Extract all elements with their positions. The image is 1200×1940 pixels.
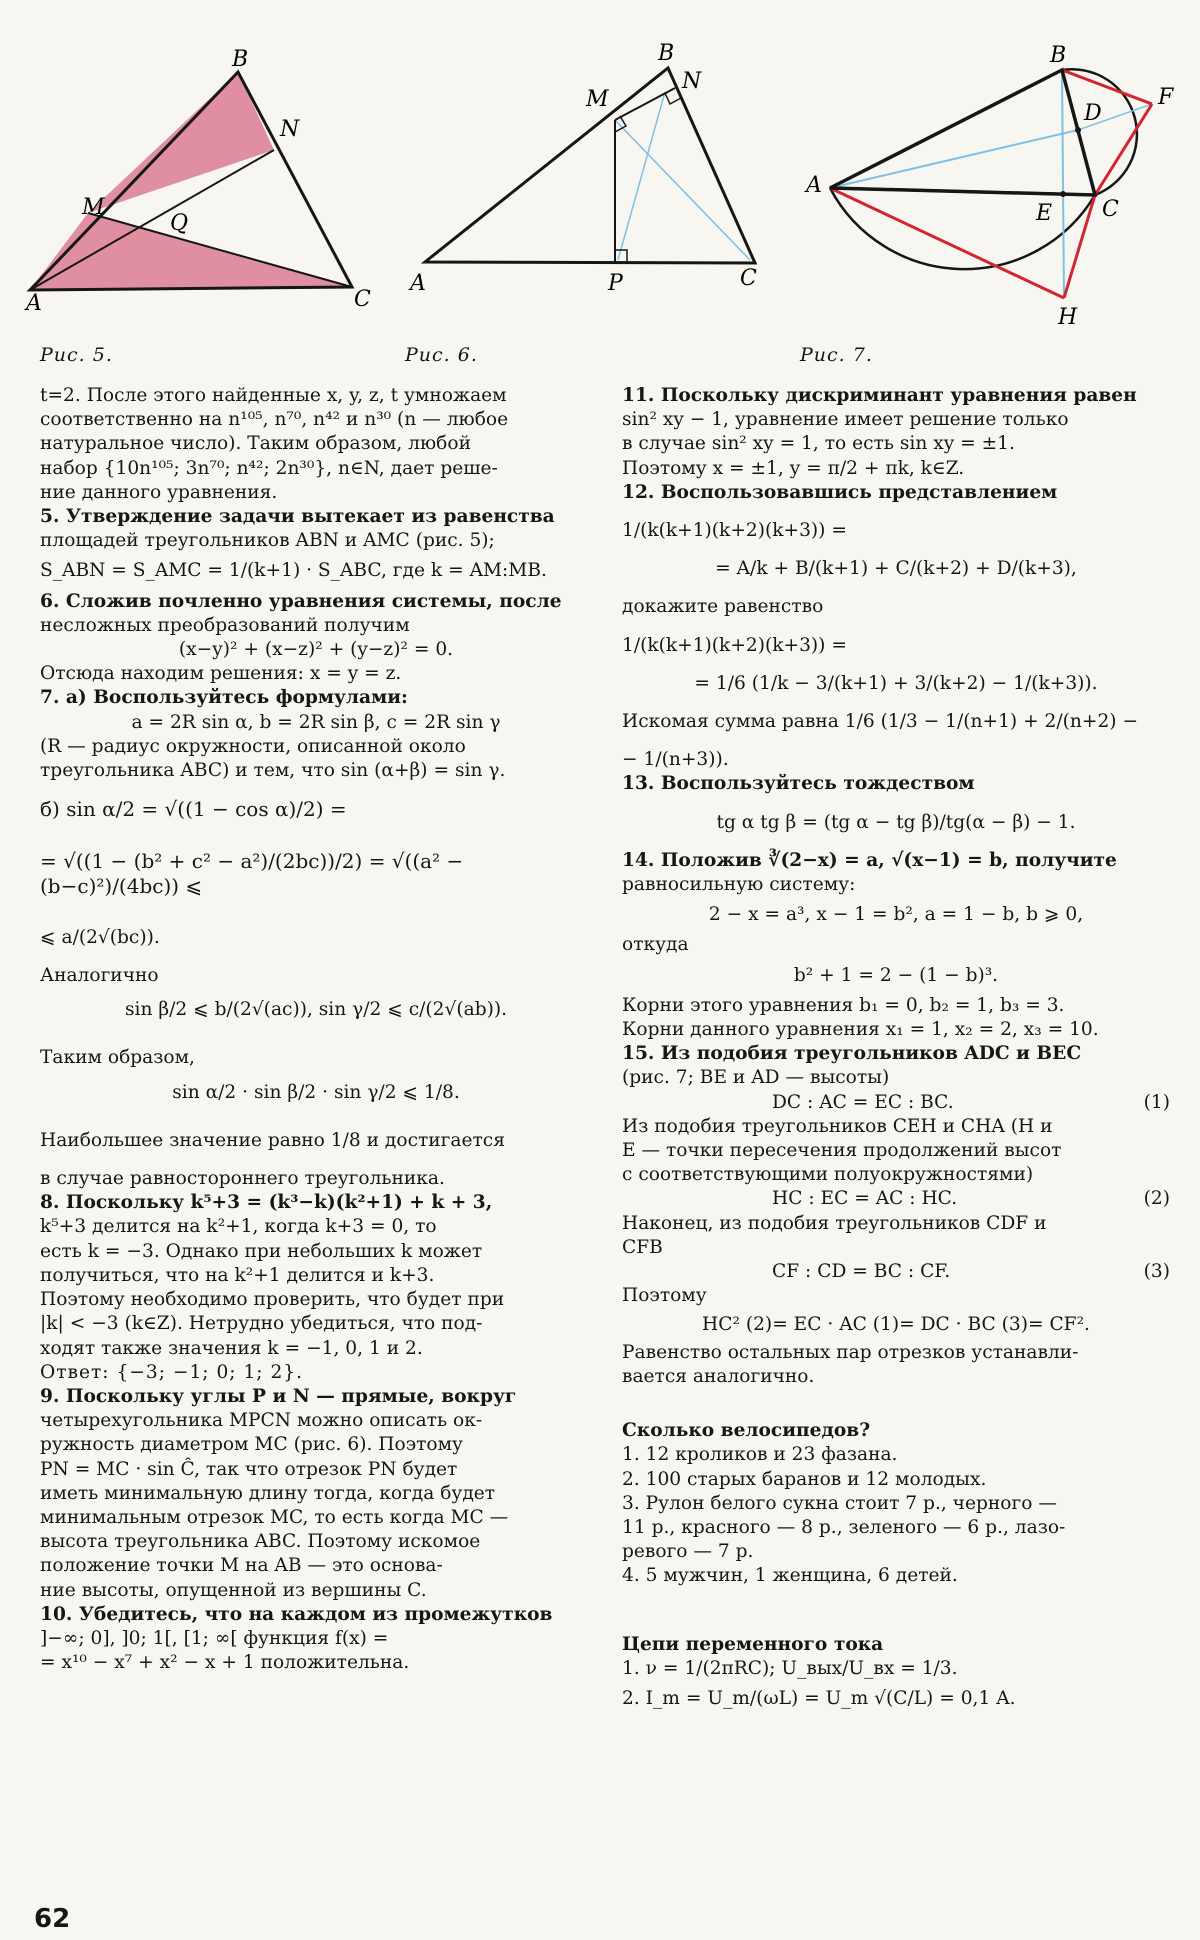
figure-5 [0,0,380,340]
problem-9: 9. Поскольку углы P и N — прямые, вокруг [40,1385,517,1407]
formula: sin α/2 · sin β/2 · sin γ/2 ⩽ 1/8. [172,1081,460,1103]
label-h: H [1058,305,1078,330]
formula: = 1/6 (1/k − 3/(k+1) + 3/(k+2) − 1/(k+3)). [694,672,1098,694]
problem-6: 6. Сложив почленно уравнения системы, после [40,590,562,612]
text-line: t=2. После этого найденные x, y, z, t умножаем [40,385,507,406]
segment-ac [830,188,1095,195]
formula: S_ABN = S_AMC = 1/(k+1) · S_ABC, где k = AM:MB. [40,560,547,582]
semicircle-ac [830,188,1095,269]
red-fc [1095,104,1152,195]
text-line: sin² xy − 1, уравнение имеет решение только [622,409,1069,431]
label-d: D [1084,101,1102,126]
text-line: (R — радиус окружности, описанной около [40,735,466,757]
text-line: треугольника ABC) и тем, что sin (α+β) = sin γ. [40,760,506,782]
label-f: F [1158,85,1174,110]
label-c: C [740,266,757,291]
problem-8: 8. Поскольку k⁵+3 = (k³−k)(k²+1) + k + 3, [40,1192,493,1214]
page-number: 62 [34,1904,71,1934]
text-line: в случае sin² xy = 1, то есть sin xy = ±1. [622,433,1015,455]
answer: Ответ: {−3; −1; 0; 1; 2}. [40,1361,304,1383]
right-column [622,384,1170,1711]
text-line: (рис. 7; BE и AD — высоты) [622,1067,890,1089]
text-line: |k| < −3 (k∈Z). Нетрудно убедиться, что под- [40,1313,483,1335]
text-line: Таким образом, [40,1047,195,1069]
text-line: Отсюда находим решения: x = y = z. [40,663,402,685]
text-line: 3. Рулон белого сукна стоит 7 р., черного — [622,1492,1057,1514]
label-m: M [586,87,609,112]
text-line: E — точки пересечения продолжений высот [622,1140,1062,1162]
formula: 1/(k(k+1)(k+2)(k+3)) = [622,634,847,656]
formula: − 1/(n+3)). [622,749,729,771]
formula: CF : CD = BC : CF. [772,1261,951,1283]
formula: ⩽ a/(2√(bc)). [40,926,160,948]
triangle-abc [830,70,1095,195]
problem-14: 14. Положив ∛(2−x) = a, √(x−1) = b, получите [622,849,1117,871]
shaded-triangle-mbn [88,72,274,213]
equation-1 [622,1091,1170,1115]
text-line: Поэтому необходимо проверить, что будет при [40,1289,505,1311]
text-line: набор {10n¹⁰⁵; 3n⁷⁰; n⁴²; 2n³⁰}, n∈N, дает реше- [40,457,498,479]
text-line: Равенство остальных пар отрезков устанавли- [622,1341,1079,1363]
label-c: C [354,287,371,312]
caption-fig6: Рис. 6. [405,344,478,366]
text-line: площадей треугольников ABN и AMC (рис. 5); [40,530,495,552]
equation-number: (2) [1143,1188,1170,1210]
problem-5: 5. Утверждение задачи вытекает из равенства [40,506,555,528]
diagonal-mc [615,120,750,260]
figure-6 [400,0,780,340]
text-line: иметь минимальную длину тогда, когда будет [40,1482,496,1504]
problem-7: 7. а) Воспользуйтесь формулами: [40,687,408,709]
text-line: 11 р., красного — 8 р., зеленого — 6 р., лазо- [622,1516,1066,1538]
text-line: соответственно на n¹⁰⁵, n⁷⁰, n⁴² и n³⁰ (n — любое [40,409,509,431]
formula: HC² (2)= EC · AC (1)= DC · BC (3)= CF². [702,1313,1090,1335]
equation-number: (3) [1143,1261,1170,1283]
text-line: Поэтому [622,1285,707,1307]
text-line: ние данного уравнения. [40,481,278,503]
formula: б) sin α/2 = √((1 − cos α)/2) = [40,797,347,822]
label-a: A [806,173,822,198]
formula: HC : EC = AC : HC. [772,1188,958,1210]
text-line: высота треугольника ABC. Поэтому искомое [40,1531,481,1553]
text-line: Наибольшее значение равно 1/8 и достигается [40,1129,505,1151]
label-b: B [658,41,675,66]
label-a: A [26,291,42,316]
text-line: = x¹⁰ − x⁷ + x² − x + 1 положительна. [40,1652,410,1674]
red-ah [830,188,1064,298]
text-line: Аналогично [40,965,159,987]
problem-12: 12. Воспользовавшись представлением [622,481,1058,503]
text-line: CFB [622,1236,663,1258]
equation-2 [622,1187,1170,1211]
red-bf [1062,70,1152,104]
label-b: B [1050,43,1067,68]
text-line: с соответствующими полуокружностями) [622,1164,1034,1186]
label-p: P [608,271,623,296]
problem-11: 11. Поскольку дискриминант уравнения равен [622,385,1137,406]
caption-fig7: Рис. 7. [800,344,873,366]
text-line: Поэтому x = ±1, y = π/2 + πk, k∈Z. [622,457,965,479]
text-line: откуда [622,934,689,956]
formula: DC : AC = EC : BC. [772,1091,954,1113]
formula: Искомая сумма равна 1/6 (1/3 − 1/(n+1) + 2/(n+2) − [622,711,1139,733]
text-line: положение точки M на AB — это основа- [40,1555,443,1577]
text-line: 1. 12 кроликов и 23 фазана. [622,1444,898,1466]
figure-7 [800,0,1200,340]
text-line: PN = MC · sin Ĉ, так что отрезок PN будет [40,1458,458,1480]
text-line: четырехугольника MPCN можно описать ок- [40,1410,483,1432]
formula: (x−y)² + (x−z)² + (y−z)² = 0. [178,639,454,661]
text-line: ние высоты, опущенной из вершины C. [40,1579,427,1601]
section-heading-ac-circuits: Цепи переменного тока [622,1633,884,1655]
shaded-triangle-amc [30,213,352,290]
formula: tg α tg β = (tg α − tg β)/tg(α − β) − 1. [716,811,1076,833]
text-line: есть k = −3. Однако при небольших k может [40,1240,483,1262]
text-line: натуральное число). Таким образом, любой [40,433,471,455]
label-a: A [410,271,426,296]
text-line: Корни этого уравнения b₁ = 0, b₂ = 1, b₃ = 3. [622,994,1065,1016]
label-m: M [82,195,105,220]
text-line: k⁵+3 делится на k²+1, когда k+3 = 0, то [40,1216,437,1238]
label-b: B [232,47,249,72]
text-line: докажите равенство [622,596,824,618]
text-line: Корни данного уравнения x₁ = 1, x₂ = 2, x₃ = 10. [622,1019,1099,1041]
text-line: несложных преобразований получим [40,614,410,636]
text-line: Из подобия треугольников CEH и CHA (H и [622,1115,1053,1137]
label-n: N [280,117,300,142]
formula: = A/k + B/(k+1) + C/(k+2) + D/(k+3), [715,558,1077,580]
problem-13: 13. Воспользуйтесь тождеством [622,773,975,795]
label-n: N [682,69,702,94]
label-c: C [1102,197,1119,222]
altitude-bh [1062,70,1064,298]
text-line: 1. ν = 1/(2πRC); U_вых/U_вх = 1/3. [622,1657,958,1679]
text-line: ружность диаметром MC (рис. 6). Поэтому [40,1434,463,1456]
equation-number: (1) [1143,1091,1170,1113]
formula: 2 − x = a³, x − 1 = b², a = 1 − b, b ⩾ 0, [708,904,1084,926]
text-line: Наконец, из подобия треугольников CDF и [622,1212,1047,1234]
text-line: получиться, что на k²+1 делится и k+3. [40,1264,435,1286]
label-q: Q [170,211,189,236]
formula: a = 2R sin α, b = 2R sin β, c = 2R sin γ [131,711,501,733]
text-line: вается аналогично. [622,1365,815,1387]
label-e: E [1036,201,1053,226]
formula: = √((1 − (b² + c² − a²)/(2bc))/2) = √((a² − (b−c)²)/(4bc)) ⩽ [40,849,464,898]
red-hc [1064,195,1095,298]
text-line: минимальным отрезок MC, то есть когда MC — [40,1506,509,1528]
formula: 1/(k(k+1)(k+2)(k+3)) = [622,520,847,542]
problem-10: 10. Убедитесь, что на каждом из промежутков [40,1603,553,1625]
left-column [40,384,592,1675]
point-d [1075,127,1081,133]
text-line: 2. 100 старых баранов и 12 молодых. [622,1468,987,1490]
text-line: ]−∞; 0], ]0; 1[, [1; ∞[ функция f(x) = [40,1627,389,1649]
formula: sin β/2 ⩽ b/(2√(ac)), sin γ/2 ⩽ c/(2√(ab)). [124,999,508,1021]
diagonal-pn [618,92,665,260]
text-line: ревого — 7 р. [622,1541,754,1563]
text-line: ходят также значения k = −1, 0, 1 и 2. [40,1337,423,1359]
text-line: равносильную систему: [622,874,856,896]
caption-fig5: Рис. 5. [40,344,113,366]
formula: b² + 1 = 2 − (1 − b)³. [793,964,999,986]
problem-15: 15. Из подобия треугольников ADC и BEC [622,1043,1082,1065]
text-line: в случае равностороннего треугольника. [40,1168,445,1190]
text-line: 2. I_m = U_m/(ωL) = U_m √(C/L) = 0,1 A. [622,1687,1016,1709]
altitude-ad [830,130,1078,188]
point-e [1060,191,1066,197]
equation-3 [622,1260,1170,1284]
text-line: 4. 5 мужчин, 1 женщина, 6 детей. [622,1565,958,1587]
section-heading-bicycles: Сколько велосипедов? [622,1420,871,1442]
